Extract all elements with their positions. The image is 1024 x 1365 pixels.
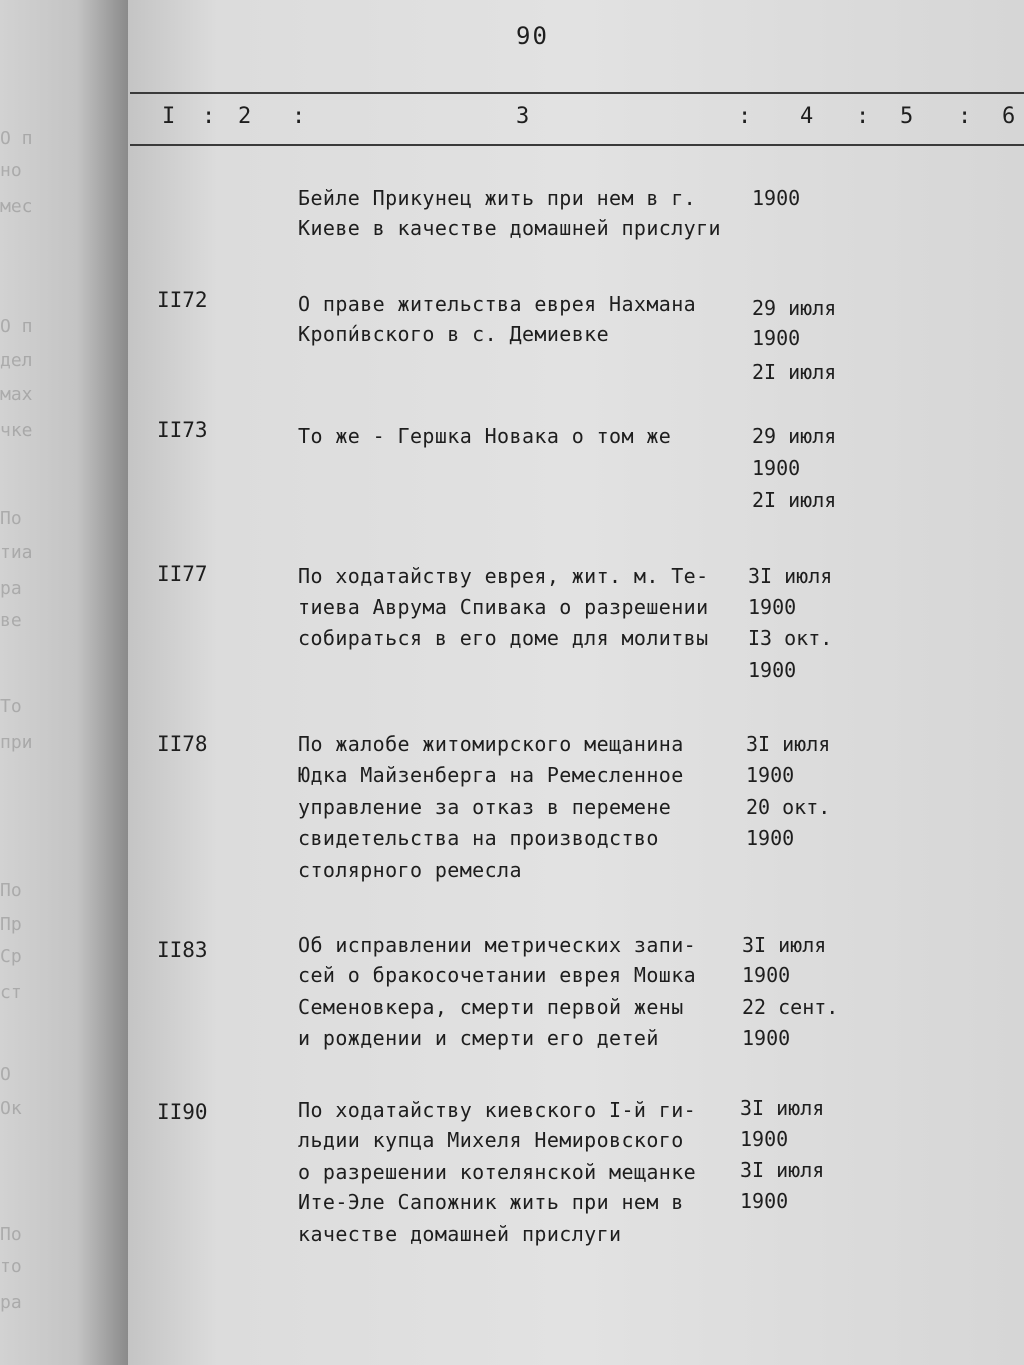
entry-text-line: льдии купца Михеля Немировского (298, 1128, 684, 1152)
left-page-edge (0, 0, 128, 1365)
facing-page-fragment: О п (0, 128, 33, 149)
entry-date: 1900 (742, 963, 791, 987)
entry-date: 1900 (748, 658, 797, 682)
entry-date: 29 июля (752, 296, 837, 320)
facing-page-fragment: то (0, 1256, 22, 1277)
facing-page-fragment: ра (0, 578, 22, 599)
entry-text-line: о разрешении котелянской мещанке (298, 1160, 697, 1184)
entry-text-line: Киеве в качестве домашней прислуги (298, 216, 721, 240)
entry-date: 1900 (746, 826, 795, 850)
entry-text-line: То же - Гершка Новака о том же (298, 424, 672, 448)
facing-page-fragment: По (0, 1224, 22, 1245)
facing-page-fragment: мес (0, 196, 33, 217)
entry-text-line: управление за отказ в перемене (298, 795, 672, 819)
facing-page-fragment: Ср (0, 946, 22, 967)
entry-date: 1900 (752, 456, 801, 480)
facing-page-fragment: По (0, 508, 22, 529)
entry-text-line: собираться в его доме для молитвы (298, 626, 709, 650)
column-separator: : (958, 104, 972, 129)
entry-date: 3I июля (746, 732, 831, 756)
facing-page-fragment: но (0, 160, 22, 181)
entry-number: II83 (157, 938, 208, 962)
entry-text-line: О праве жительства еврея Нахмана (298, 292, 697, 316)
facing-page-fragment: О (0, 1064, 11, 1085)
column-separator: : (738, 104, 752, 129)
facing-page-fragment: О п (0, 316, 33, 337)
entry-date: 29 июля (752, 424, 837, 448)
entry-text-line: Бейле Прикунец жить при нем в г. (298, 186, 697, 210)
entry-date: 1900 (748, 595, 797, 619)
column-separator: : (292, 104, 306, 129)
entry-text-line: Юдка Майзенберга на Ремесленное (298, 763, 684, 787)
entry-date: 2I июля (752, 360, 837, 384)
entry-number: II73 (157, 418, 208, 442)
entry-date: 3I июля (748, 564, 833, 588)
facing-page-fragment: мах (0, 384, 33, 405)
entry-number: II90 (157, 1100, 208, 1124)
entry-date: 1900 (752, 186, 801, 210)
facing-page-fragment: По (0, 880, 22, 901)
entry-text-line: сей о бракосочетании еврея Мошка (298, 963, 697, 987)
column-header: 3 (516, 104, 530, 129)
entry-date: 1900 (740, 1127, 789, 1151)
facing-page-fragment: дел (0, 350, 33, 371)
facing-page-fragment: Ок (0, 1098, 22, 1119)
entry-text-line: Кропи́вского в с. Демиевке (298, 322, 610, 346)
facing-page-fragment: Пр (0, 914, 22, 935)
column-separator: : (856, 104, 870, 129)
column-header: 6 (1002, 104, 1016, 129)
entry-date: 2I июля (752, 488, 837, 512)
entry-text-line: По ходатайству еврея, жит. м. Те- (298, 564, 709, 588)
page-number: 90 (516, 22, 549, 50)
facing-page-fragment: ве (0, 610, 22, 631)
entry-text-line: и рождении и смерти его детей (298, 1026, 659, 1050)
column-header: 2 (238, 104, 252, 129)
entry-date: 1900 (742, 1026, 791, 1050)
entry-text-line: столярного ремесла (298, 858, 522, 882)
entry-date: 1900 (740, 1189, 789, 1213)
facing-page-fragment: тиа (0, 542, 33, 563)
entry-text-line: Ите-Эле Сапожник жить при нем в (298, 1190, 684, 1214)
entry-date: 3I июля (742, 933, 827, 957)
entry-text-line: По жалобе житомирского мещанина (298, 732, 684, 756)
header-rule-top (130, 92, 1024, 94)
entry-date: 3I июля (740, 1158, 825, 1182)
column-separator: : (202, 104, 216, 129)
entry-date: I3 окт. (748, 626, 833, 650)
entry-date: 20 окт. (746, 795, 831, 819)
facing-page-fragment: То (0, 696, 22, 717)
entry-text-line: Об исправлении метрических запи- (298, 933, 697, 957)
column-header: 4 (800, 104, 814, 129)
entry-date: 3I июля (740, 1096, 825, 1120)
entry-number: II78 (157, 732, 208, 756)
facing-page-fragment: при (0, 732, 33, 753)
facing-page-fragment: ст (0, 982, 22, 1003)
entry-date: 1900 (746, 763, 795, 787)
entry-text-line: Семеновкера, смерти первой жены (298, 995, 684, 1019)
entry-text-line: По ходатайству киевского I-й ги- (298, 1098, 697, 1122)
entry-number: II77 (157, 562, 208, 586)
column-header: 5 (900, 104, 914, 129)
entry-number: II72 (157, 288, 208, 312)
entry-date: 1900 (752, 326, 801, 350)
entry-date: 22 сент. (742, 995, 839, 1019)
entry-text-line: качестве домашней прислуги (298, 1222, 622, 1246)
entry-text-line: тиева Аврума Спивака о разрешении (298, 595, 709, 619)
column-header: I (162, 104, 176, 129)
header-rule-bottom (130, 144, 1024, 146)
entry-text-line: свидетельства на производство (298, 826, 659, 850)
facing-page-fragment: ра (0, 1292, 22, 1313)
facing-page-fragment: чке (0, 420, 33, 441)
